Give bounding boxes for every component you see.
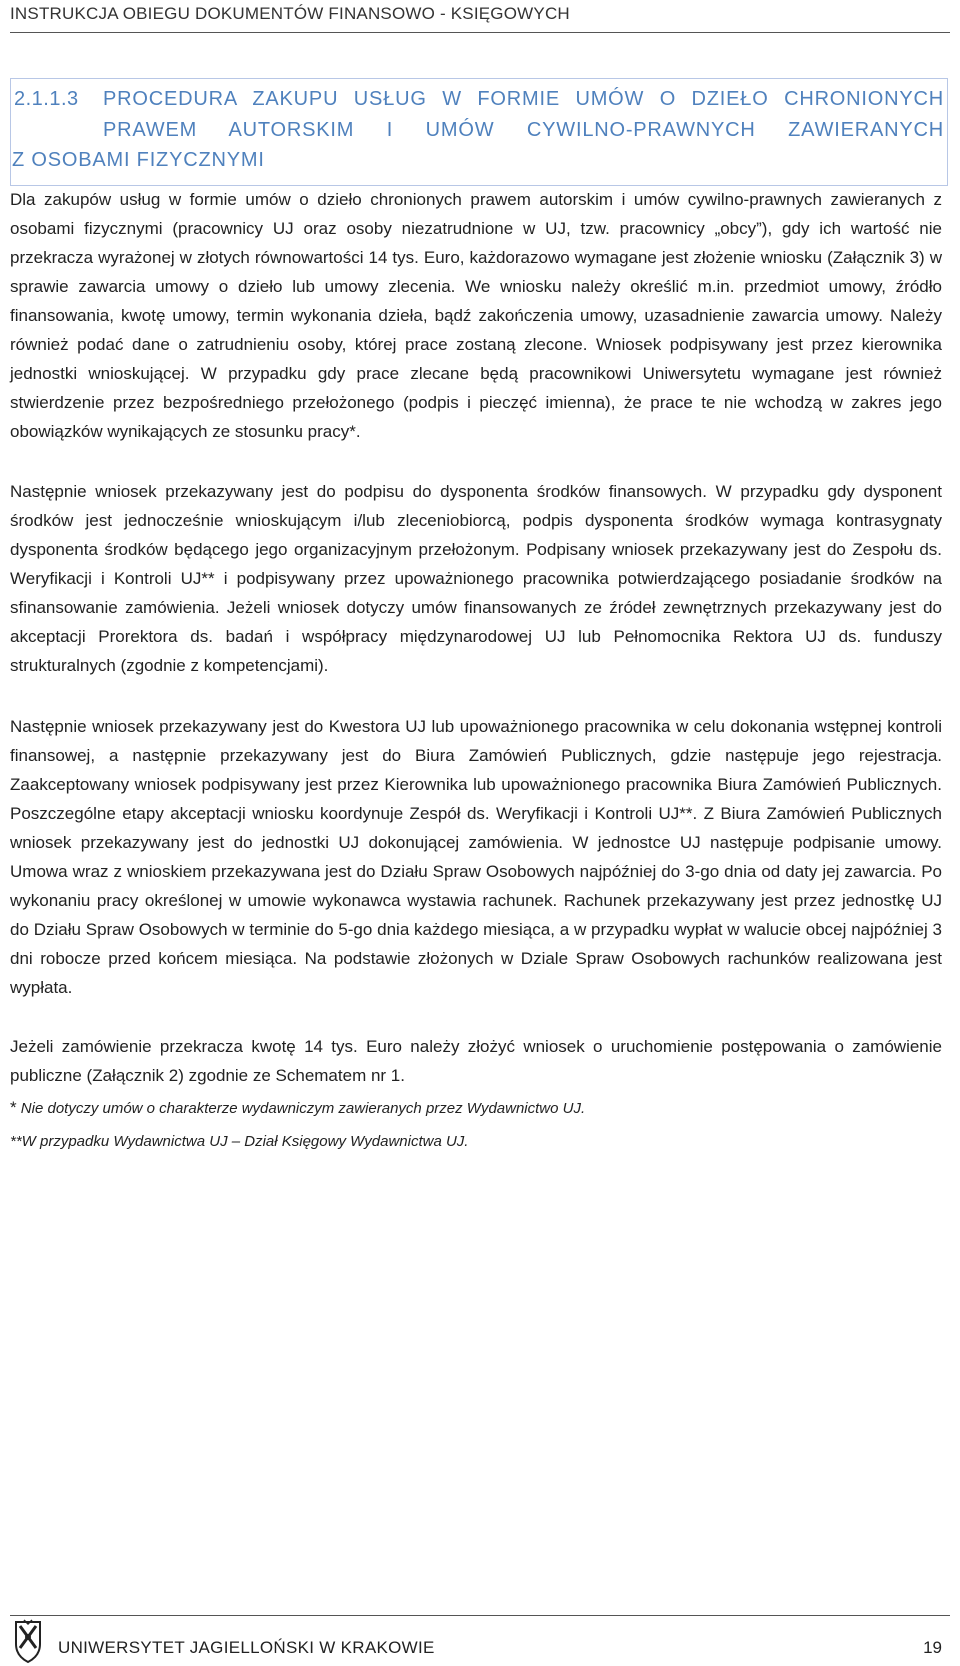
footnote-1	[10, 1098, 942, 1118]
paragraph-2: Następnie wniosek przekazywany jest do podpisu do dysponenta środków finansowych. W przypadku gdy dysponent środków jest jednocześnie wnioskującym i/lub zleceniobiorcą, podpis dysponenta środków wymaga kontrasygnaty dysponenta środków będącego jego organizacyjnym przełożonym. Podpisany wniosek przekazywany jest do Zespołu ds. Weryfikacji i Kontroli UJ** i podpisywany przez upoważnionego pracownika potwierdzającego posiadanie środków na sfinansowanie zamówienia. Jeżeli wniosek dotyczy umów finansowanych ze źródeł zewnętrznych przekazywany jest do akceptacji Prorektora ds. badań i współpracy międzynarodowej UJ lub Pełnomocnika Rektora UJ ds. funduszy strukturalnych (zgodnie z kompetencjami).	[10, 482, 942, 675]
footnote-1-marker: *	[10, 1098, 17, 1117]
footer-divider	[10, 1615, 950, 1616]
paragraph-4: Jeżeli zamówienie przekracza kwotę 14 tys. Euro należy złożyć wniosek o uruchomienie postępowania o zamówienie publiczne (Załącznik 2) zgodnie ze Schematem nr 1.	[10, 1037, 942, 1085]
university-crest-icon	[10, 1618, 46, 1664]
header-divider	[10, 32, 950, 33]
paragraph-1: Dla zakupów usług w formie umów o dzieło chronionych prawem autorskim i umów cywilno-prawnych zawieranych z osobami fizycznymi (pracownicy UJ oraz osoby niezatrudnione w UJ, tzw. pracownicy „obcy”), gdy ich wartość nie przekracza wyrażonej w złotych równowartości 14 tys. Euro, każdorazowo wymagane jest złożenie wniosku (Załącznik 3) w sprawie zawarcia umowy o dzieło lub umowy zlecenia. We wniosku należy określić m.in. przedmiot umowy, źródło finansowania, kwotę umowy, termin wykonania dzieła, bądź zakończenia umowy, uzasadnienie zawarcia umowy. Należy również podać dane o zatrudnieniu osoby, której prace zostaną zlecone. Wniosek podpisywany jest przez kierownika jednostki wnioskującej. W przypadku gdy prace zlecane będą pracownikowi Uniwersytetu wymagane jest również stwierdzenie przez bezpośredniego przełożonego (podpis i pieczęć imienna), że prace te nie wchodzą w zakres jego obowiązków wynikających ze stosunku pracy*.	[10, 190, 942, 441]
document-header-title: INSTRUKCJA OBIEGU DOKUMENTÓW FINANSOWO - KSIĘGOWYCH	[10, 4, 570, 23]
section-title-line-2: PRAWEM AUTORSKIM I UMÓW CYWILNO-PRAWNYCH ZAWIERANYCH	[103, 119, 944, 141]
paragraph-3: Następnie wniosek przekazywany jest do Kwestora UJ lub upoważnionego pracownika w celu dokonania wstępnej kontroli finansowej, a następnie przekazywany jest do Biura Zamówień Publicznych, gdzie następuje jego rejestracja. Zaakceptowany wniosek podpisywany jest przez Kierownika lub upoważnionego pracownika Biura Zamówień Publicznych. Poszczególne etapy akceptacji wniosku koordynuje Zespół ds. Weryfikacji i Kontroli UJ**. Z Biura Zamówień Publicznych wniosek przekazywany jest do jednostki UJ dokonującej zamówienia. W jednostce UJ następuje podpisanie umowy. Umowa wraz z wnioskiem przekazywana jest do Działu Spraw Osobowych najpóźniej do 3-go dnia od daty jej zawarcia. Po wykonaniu pracy określonej w umowie wykonawca wystawia rachunek. Rachunek przekazywany jest przez jednostkę UJ do Działu Spraw Osobowych w terminie do 5-go dnia każdego miesiąca, a w przypadku wypłat w walucie obcej najpóźniej 3 dni robocze przed końcem miesiąca. Na podstawie złożonych w Dziale Spraw Osobowych rachunków realizowana jest wypłata.	[10, 717, 942, 997]
footnote-2: **W przypadku Wydawnictwa UJ – Dział Księgowy Wydawnictwa UJ.	[10, 1133, 469, 1150]
page-number: 19	[923, 1638, 942, 1657]
footnote-1-text: Nie dotyczy umów o charakterze wydawniczym zawieranych przez Wydawnictwo UJ.	[20, 1100, 586, 1117]
section-title-line-1: PROCEDURA ZAKUPU USŁUG W FORMIE UMÓW O DZIEŁO CHRONIONYCH	[103, 88, 944, 110]
footer-institution: UNIWERSYTET JAGIELLOŃSKI W KRAKOWIE	[58, 1638, 435, 1657]
section-number: 2.1.1.3	[14, 88, 79, 110]
section-title-line-3: Z OSOBAMI FIZYCZNYMI	[12, 149, 265, 171]
